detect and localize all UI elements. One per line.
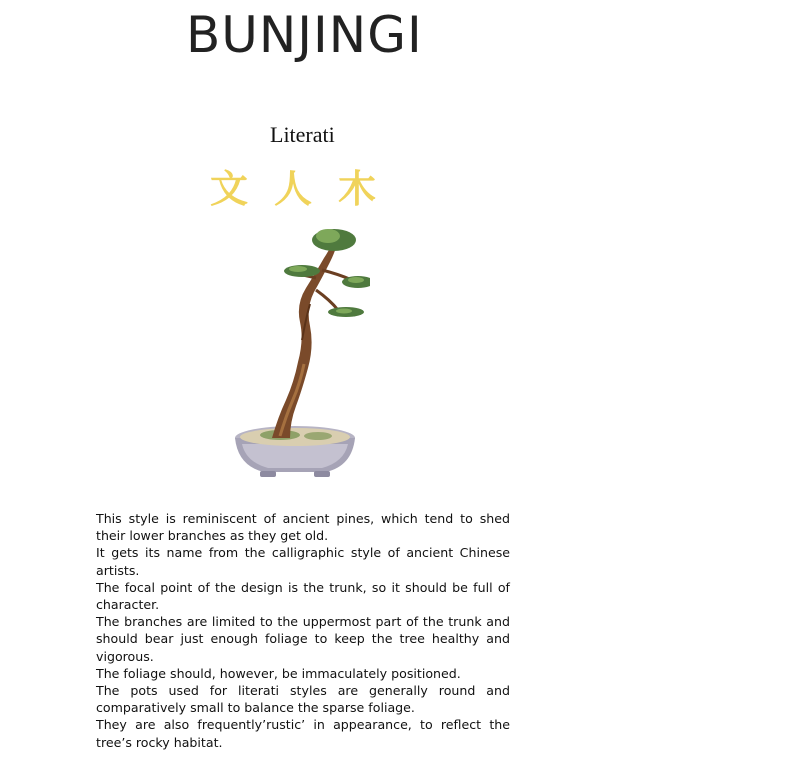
- paragraph: The branches are limited to the uppermost part of the trunk and should bear just enough foliage to keep the tree healthy and vigorous.: [96, 614, 510, 664]
- page-title: BUNJINGI: [186, 6, 423, 64]
- style-description: [96, 510, 510, 751]
- style-name: Literati: [270, 122, 335, 147]
- paragraph: The pots used for literati styles are generally round and comparatively small to balance the sparse foliage.: [96, 683, 510, 716]
- paragraph: The foliage should, however, be immaculately positioned.: [96, 665, 461, 681]
- paragraph: They are also frequently’rustic’ in appearance, to reflect the tree’s rocky habitat.: [96, 717, 510, 750]
- style-kanji: 文人木: [210, 166, 403, 211]
- paragraph: This style is reminiscent of ancient pines, which tend to shed their lower branches as they get old.: [96, 511, 510, 544]
- bonsai-tree-illustration: [220, 222, 370, 484]
- paragraph: The focal point of the design is the trunk, so it should be full of character.: [96, 579, 510, 613]
- paragraph: It gets its name from the calligraphic style of ancient Chinese artists.: [96, 545, 510, 578]
